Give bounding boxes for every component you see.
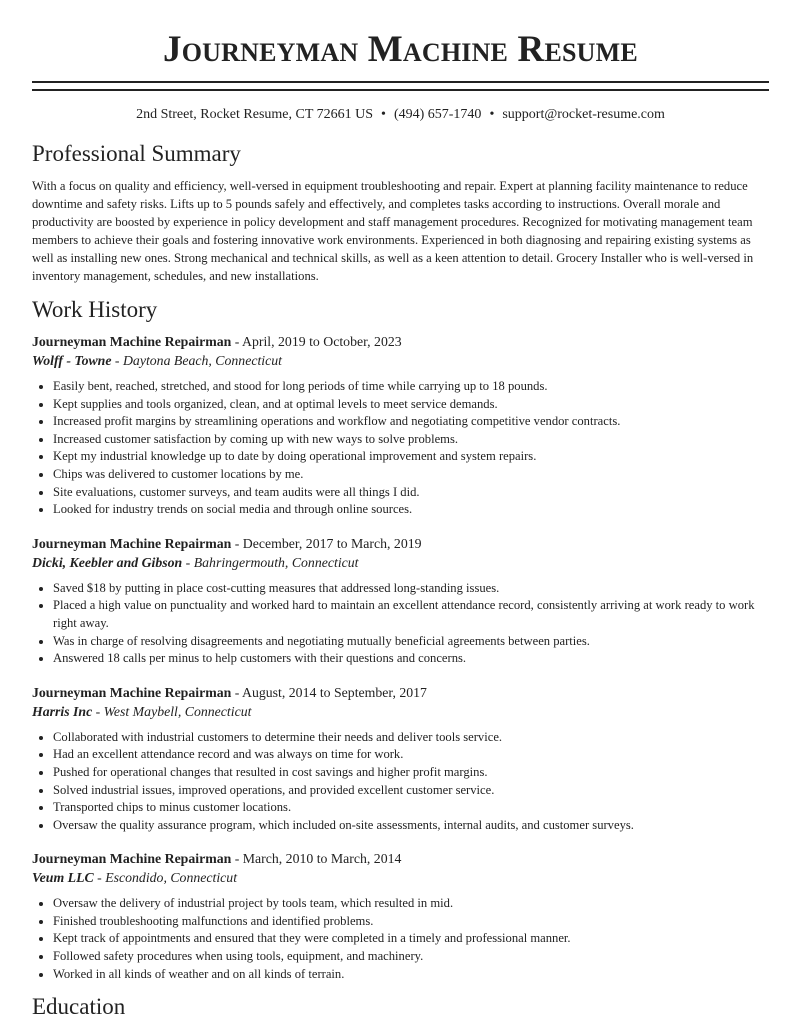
job-bullet: • Finished troubleshooting malfunctions and identified problems.	[53, 913, 769, 931]
job-bullet: • Increased profit margins by streamlining operations and workflow and negotiating competitive vendor contracts.	[53, 413, 769, 431]
contact-separator: •	[489, 107, 495, 122]
job-dates: - August, 2014 to September, 2017	[231, 684, 427, 700]
job-bullets	[32, 895, 769, 983]
contact-line	[32, 106, 769, 124]
job-bullet: • Kept track of appointments and ensured that they were completed in a timely and professional manner.	[53, 930, 769, 948]
job-dates: - December, 2017 to March, 2019	[231, 535, 422, 551]
job-role: Journeyman Machine Repairman	[32, 535, 232, 551]
job-entry	[32, 534, 769, 668]
job-role: Journeyman Machine Repairman	[32, 334, 232, 349]
job-role: Journeyman Machine Repairman	[32, 684, 232, 700]
education-heading: Education	[32, 994, 126, 1020]
job-bullet: • Collaborated with industrial customers to determine their needs and deliver tools service.	[53, 729, 769, 747]
job-entry	[32, 849, 769, 983]
contact-email: support@rocket-resume.com	[502, 107, 665, 122]
job-header	[32, 683, 769, 702]
job-bullets	[32, 580, 769, 668]
contact-separator: •	[381, 107, 386, 122]
summary-text: With a focus on quality and efficiency, well-versed in equipment troubleshooting and repair. Expert at planning facility maintenance to reduce downtime and safety risks. Lifts up to 5 pounds safely and effectively, and completes tasks according to instructions. Overall morale and productivity are boosted by experience in policy development and staff management procedures. Recognized for motivating management team members to achieve their goals and fostering innovative work environments. Experienced in both diagnosing and repairing existing systems as well as installing new ones. Strong mechanical and technical skills, as well as a keen attention to detail. Grocery Installer who is well-versed in inventory management, schedules, and new installations.	[32, 179, 754, 283]
job-bullet: • Oversaw the quality assurance program, which included on-site assessments, internal audits, and customer surveys.	[53, 817, 769, 835]
job-bullet: • Followed safety procedures when using tools, equipment, and machinery.	[53, 948, 769, 966]
job-location: - Bahringermouth, Connecticut	[182, 554, 359, 570]
job-company: Harris Inc	[32, 703, 93, 719]
job-bullet: • Kept supplies and tools organized, clean, and at optimal levels to meet service demands.	[53, 396, 769, 414]
job-header	[32, 534, 769, 553]
job-company-line	[32, 702, 769, 721]
job-bullet: • Answered 18 calls per minus to help customers with their questions and concerns.	[53, 650, 769, 668]
job-company: Dicki, Keebler and Gibson	[32, 554, 183, 570]
job-bullets	[32, 378, 769, 519]
job-bullets	[32, 729, 769, 835]
job-company-line	[32, 868, 769, 887]
job-bullet: • Looked for industry trends on social media and through online sources.	[53, 501, 769, 519]
job-bullet: • Saved $18 by putting in place cost-cutting measures that addressed long-standing issues.	[53, 580, 769, 598]
job-bullet: • Site evaluations, customer surveys, and team audits were all things I did.	[53, 484, 769, 502]
job-bullet: • Kept my industrial knowledge up to date by doing operational improvement and system repairs.	[53, 448, 769, 466]
job-bullet: • Had an excellent attendance record and was always on time for work.	[53, 746, 769, 764]
job-bullet: • Chips was delivered to customer locations by me.	[53, 466, 769, 484]
job-bullet: • Was in charge of resolving disagreements and negotiating mutually beneficial agreements between parties.	[53, 633, 769, 651]
job-bullet: • Increased customer satisfaction by coming up with new ways to solve problems.	[53, 431, 769, 449]
job-bullet: • Transported chips to minus customer locations.	[53, 799, 769, 817]
job-entry	[32, 683, 769, 835]
job-bullet: • Placed a high value on punctuality and worked hard to maintain an excellent attendance record, consistently arriving at work ready to work right away.	[53, 597, 769, 632]
job-location: - Escondido, Connecticut	[93, 870, 238, 886]
job-dates: - March, 2010 to March, 2014	[231, 851, 402, 867]
job-bullet: • Oversaw the delivery of industrial project by tools team, which resulted in mid.	[53, 895, 769, 913]
job-company-line	[32, 553, 769, 572]
job-bullet: • Easily bent, reached, stretched, and stood for long periods of time while carrying up to 18 pounds.	[53, 378, 769, 396]
contact-phone: (494) 657-1740	[393, 107, 482, 122]
job-company-line	[32, 351, 769, 370]
work-history-heading: Work History	[32, 297, 158, 322]
title-divider	[32, 81, 769, 91]
job-dates: - April, 2019 to October, 2023	[231, 334, 402, 349]
contact-address: 2nd Street, Rocket Resume, CT 72661 US	[136, 107, 374, 122]
job-company: Veum LLC	[32, 870, 94, 886]
resume-page	[32, 0, 769, 1021]
job-header	[32, 849, 769, 868]
summary-heading: Professional Summary	[32, 141, 241, 166]
job-role: Journeyman Machine Repairman	[32, 851, 232, 867]
job-entry	[32, 332, 769, 519]
resume-title: Journeyman Machine Resume	[163, 29, 638, 70]
job-bullet: • Worked in all kinds of weather and on all kinds of terrain.	[53, 966, 769, 984]
job-location: - Daytona Beach, Connecticut	[111, 353, 282, 368]
job-bullet: • Solved industrial issues, improved operations, and provided excellent customer service.	[53, 782, 769, 800]
job-location: - West Maybell, Connecticut	[92, 703, 252, 719]
job-company: Wolff - Towne	[32, 353, 112, 368]
job-header	[32, 332, 769, 351]
job-bullet: • Pushed for operational changes that resulted in cost savings and higher profit margins.	[53, 764, 769, 782]
